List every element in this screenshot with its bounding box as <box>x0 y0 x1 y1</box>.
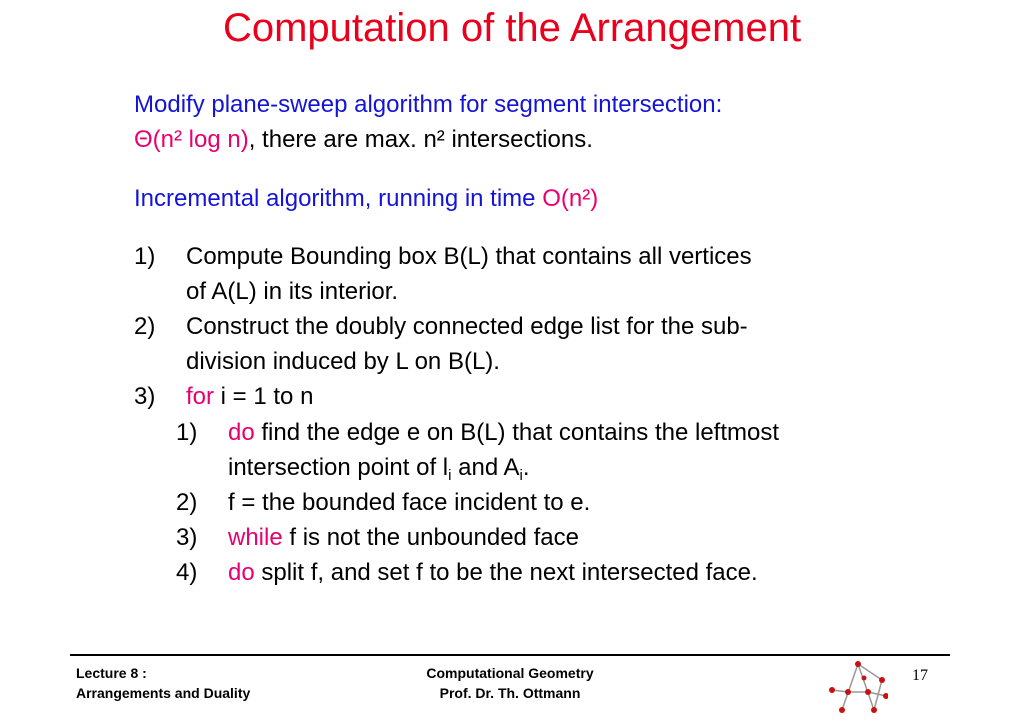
step-number: 2) <box>134 313 156 340</box>
theta-symbol: Θ <box>134 126 153 153</box>
footer-lecture: Lecture 8 : <box>76 665 147 681</box>
step-text: Construct the doubly connected edge list for the sub- <box>186 313 748 340</box>
substep-number: 2) <box>176 489 198 516</box>
substep-text: f = the bounded face incident to e. <box>228 489 591 516</box>
footer-divider <box>70 654 950 656</box>
intersections-text: , there are max. n² intersections. <box>248 126 593 153</box>
page-number: 17 <box>912 667 928 684</box>
step-text: division induced by L on B(L). <box>186 348 500 375</box>
keyword-for: for <box>186 383 215 410</box>
step-text: of A(L) in its interior. <box>186 278 399 305</box>
text-fragment: and A <box>451 454 520 481</box>
keyword-do: do <box>228 559 255 586</box>
footer-lecture-title: Arrangements and Duality <box>76 685 251 701</box>
slide-title: Computation of the Arrangement <box>222 6 802 50</box>
substep-text <box>228 521 579 555</box>
university-logo-icon <box>828 660 888 716</box>
footer-course: Computational Geometry <box>426 665 594 681</box>
keyword-while: while <box>228 524 283 551</box>
text-fragment: intersection point of l <box>228 454 449 481</box>
incremental-text: Incremental algorithm, running in time <box>134 185 543 212</box>
subscript: i <box>448 467 452 484</box>
keyword-do: do <box>228 419 255 446</box>
substep-text <box>228 451 530 485</box>
substep-number: 4) <box>176 559 198 586</box>
subscript: i <box>519 467 523 484</box>
step-number: 3) <box>134 383 156 410</box>
complexity-bound: (n² log n) <box>152 126 249 153</box>
substep-text-rest: find the edge e on B(L) that contains the leftmost <box>254 419 780 446</box>
substep-text-rest: split f, and set f to be the next intersected face. <box>254 559 758 586</box>
text-fragment: . <box>522 454 530 481</box>
incremental-bound: O(n²) <box>542 185 599 212</box>
step-number: 1) <box>134 243 156 270</box>
step-text <box>186 380 313 414</box>
intro-line-1: Modify plane-sweep algorithm for segment intersection: <box>134 91 723 118</box>
incremental-line <box>134 182 598 216</box>
intro-line-2 <box>134 123 593 157</box>
substep-text-rest: f is not the unbounded face <box>282 524 579 551</box>
footer-author: Prof. Dr. Th. Ottmann <box>439 685 581 701</box>
loop-range: i = 1 to n <box>214 383 314 410</box>
substep-number: 1) <box>176 419 198 446</box>
substep-text <box>228 416 779 450</box>
step-text: Compute Bounding box B(L) that contains all vertices <box>186 243 752 270</box>
substep-number: 3) <box>176 524 198 551</box>
substep-text <box>228 556 758 590</box>
